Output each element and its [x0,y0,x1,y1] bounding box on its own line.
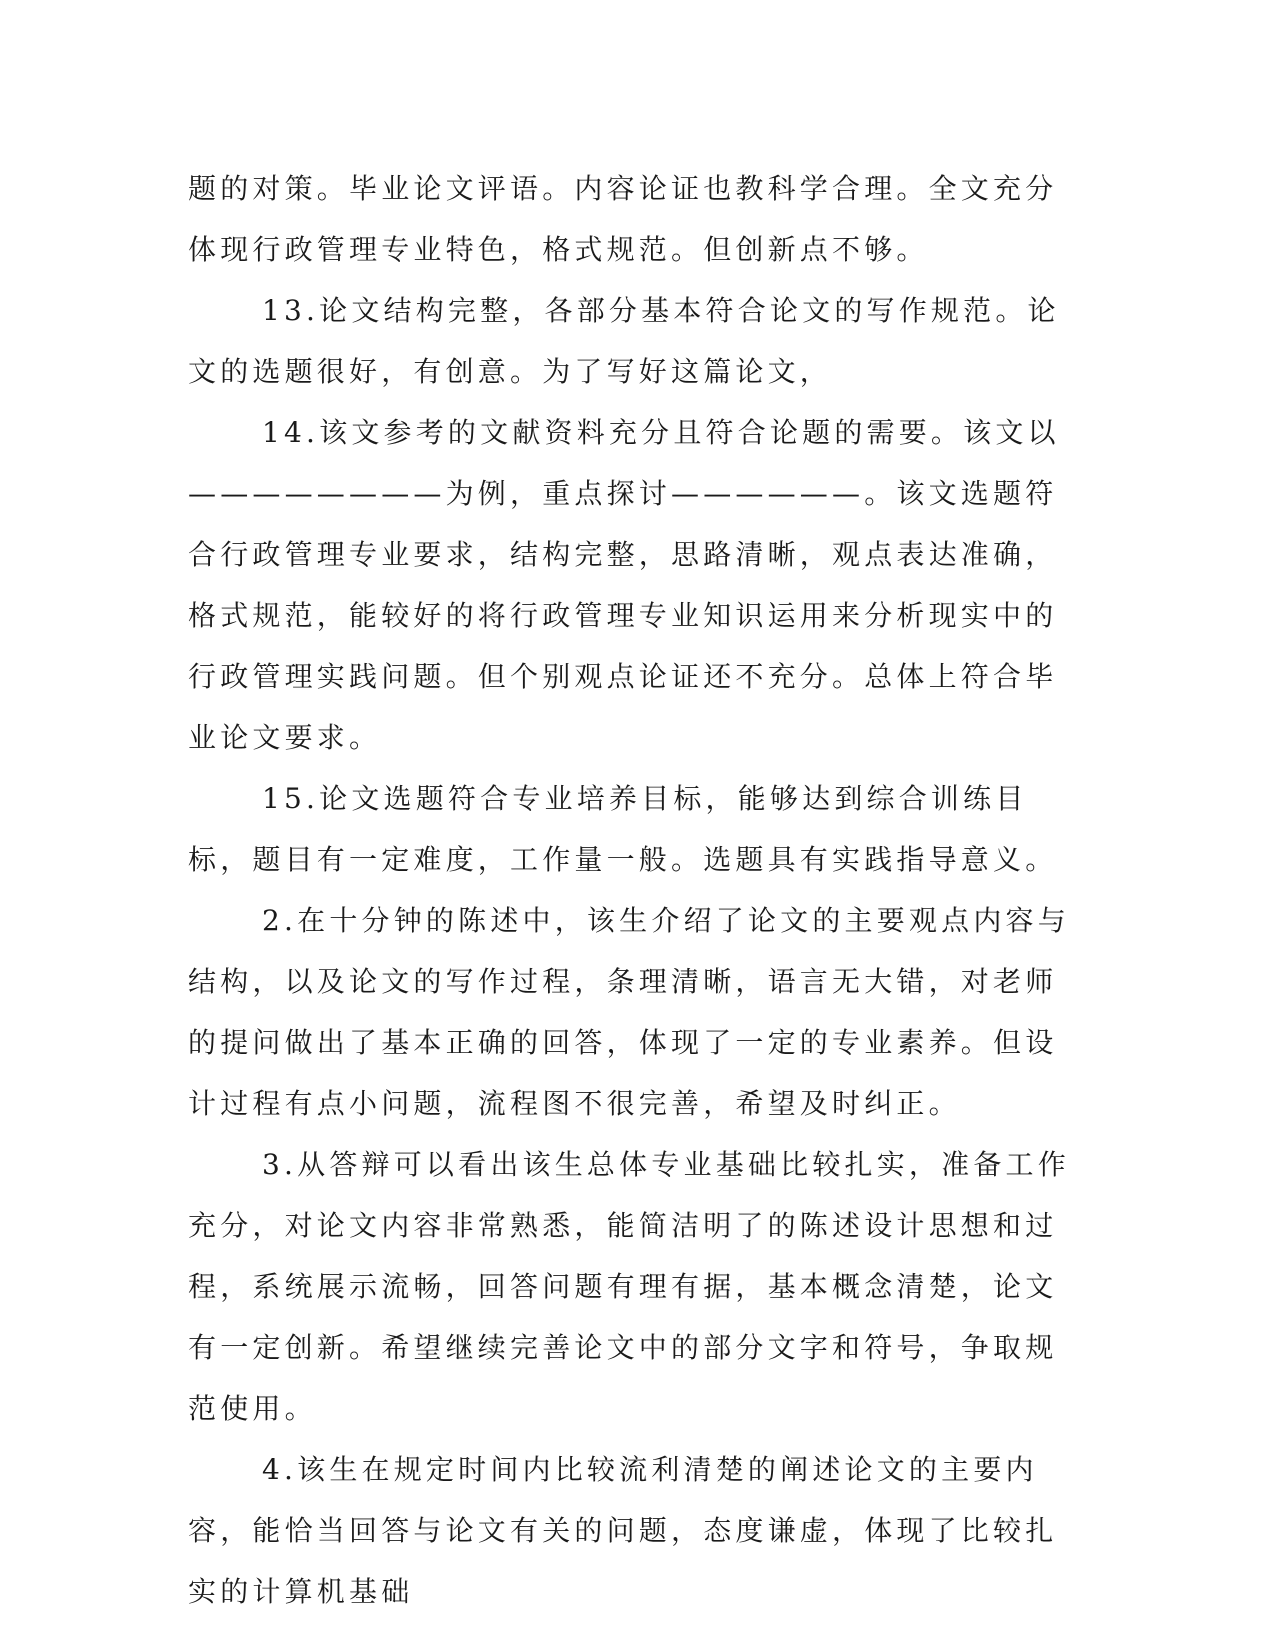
paragraph-13: 13.论文结构完整，各部分基本符合论文的写作规范。论文的选题很好，有创意。为了写好这篇论文， [188,294,1060,388]
paragraph-15: 15.论文选题符合专业培养目标，能够达到综合训练目标，题目有一定难度，工作量一般。选题具有实践指导意义。 [188,782,1058,876]
paragraph-2: 2.在十分钟的陈述中，该生介绍了论文的主要观点内容与结构，以及论文的写作过程，条理清晰，语言无大错，对老师的提问做出了基本正确的回答，体现了一定的专业素养。但设计过程有点小问题，流程图不很完善，希望及时纠正。 [188,904,1070,1120]
paragraph-4: 4.该生在规定时间内比较流利清楚的阐述论文的主要内容，能恰当回答与论文有关的问题，态度谦虚，体现了比较扎实的计算机基础 [188,1453,1058,1608]
document-body [188,158,1083,1622]
paragraph-continuation: 题的对策。毕业论文评语。内容论证也教科学合理。全文充分体现行政管理专业特色，格式规范。但创新点不够。 [188,172,1058,266]
paragraph-14: 14.该文参考的文献资料充分且符合论题的需要。该文以————————为例，重点探讨——————。该文选题符合行政管理专业要求，结构完整，思路清晰，观点表达准确，格式规范，能较好的将行政管理专业知识运用来分析现实中的行政管理实践问题。但个别观点论证还不充分。总体上符合毕业论文要求。 [188,416,1060,754]
paragraph-3: 3.从答辩可以看出该生总体专业基础比较扎实，准备工作充分，对论文内容非常熟悉，能简洁明了的陈述设计思想和过程，系统展示流畅，回答问题有理有据，基本概念清楚，论文有一定创新。希望继续完善论文中的部分文字和符号，争取规范使用。 [188,1148,1070,1425]
